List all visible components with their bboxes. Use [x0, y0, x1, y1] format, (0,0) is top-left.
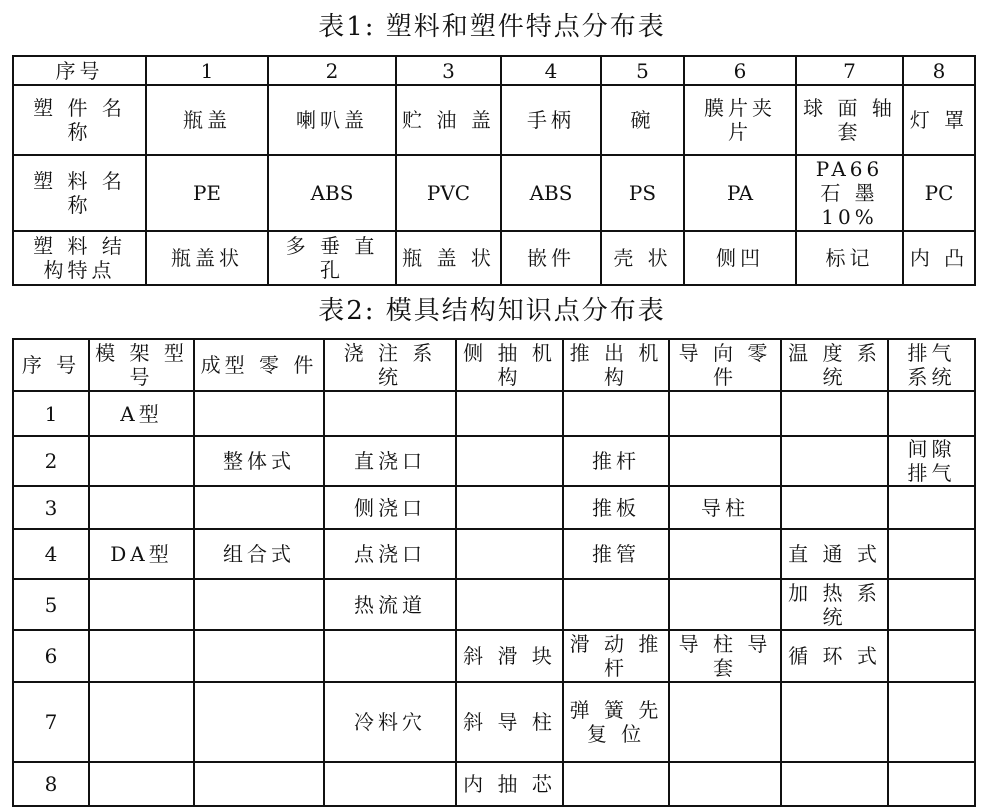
table-cell	[89, 486, 194, 529]
table-cell: 塑 料 名 称	[13, 155, 146, 231]
table2-header-row	[13, 339, 975, 391]
table-cell: 瓶 盖 状	[396, 231, 501, 285]
table-cell	[456, 529, 563, 579]
table-cell: 球 面 轴套	[796, 85, 903, 155]
table-cell: 瓶盖	[146, 85, 268, 155]
table-cell	[781, 762, 888, 806]
table-cell: 热流道	[324, 579, 456, 630]
table-cell	[669, 391, 781, 436]
column-header: 1	[146, 56, 268, 85]
table-cell: ABS	[268, 155, 396, 231]
table-cell	[89, 579, 194, 630]
column-header: 6	[684, 56, 796, 85]
table-cell: 滑 动 推杆	[563, 630, 669, 682]
table-cell: A型	[89, 391, 194, 436]
table-cell: 嵌件	[501, 231, 601, 285]
table-cell: 瓶盖状	[146, 231, 268, 285]
table-cell: 侧凹	[684, 231, 796, 285]
table-cell	[456, 579, 563, 630]
table-cell: PA66 石 墨 10%	[796, 155, 903, 231]
table-cell: 壳 状	[601, 231, 684, 285]
table-cell	[456, 436, 563, 486]
table-cell: 冷料穴	[324, 682, 456, 762]
column-header: 8	[903, 56, 975, 85]
table-cell: 内 凸	[903, 231, 975, 285]
table-cell	[456, 391, 563, 436]
table-cell: 4	[13, 529, 89, 579]
table-cell	[888, 630, 975, 682]
table-cell	[888, 762, 975, 806]
table-row	[13, 85, 975, 155]
table-row	[13, 682, 975, 762]
table-cell: PE	[146, 155, 268, 231]
table-cell: 8	[13, 762, 89, 806]
table-cell	[89, 682, 194, 762]
table1-title: 表1: 塑料和塑件特点分布表	[318, 12, 666, 42]
table-cell	[563, 391, 669, 436]
table-cell: 内 抽 芯	[456, 762, 563, 806]
table-cell: 侧浇口	[324, 486, 456, 529]
table-cell: 加 热 系统	[781, 579, 888, 630]
table-cell	[324, 762, 456, 806]
table-cell: 推板	[563, 486, 669, 529]
table-cell	[669, 762, 781, 806]
table-cell: 塑 料 结 构特点	[13, 231, 146, 285]
table-cell: DA型	[89, 529, 194, 579]
table-cell: 直 通 式	[781, 529, 888, 579]
column-header: 5	[601, 56, 684, 85]
table-cell: 塑 件 名 称	[13, 85, 146, 155]
table-row	[13, 762, 975, 806]
table-cell: 贮 油 盖	[396, 85, 501, 155]
table-cell	[194, 762, 324, 806]
table-row	[13, 579, 975, 630]
table-cell	[888, 486, 975, 529]
table-cell: 点浇口	[324, 529, 456, 579]
table-cell	[781, 486, 888, 529]
table-cell: 5	[13, 579, 89, 630]
table-cell	[563, 762, 669, 806]
table-cell: 导柱	[669, 486, 781, 529]
column-header: 成型 零 件	[194, 339, 324, 391]
column-header: 7	[796, 56, 903, 85]
column-header: 序号	[13, 56, 146, 85]
table-cell	[888, 579, 975, 630]
table-cell	[888, 682, 975, 762]
table-cell	[669, 529, 781, 579]
table-cell	[669, 682, 781, 762]
table-cell: 2	[13, 436, 89, 486]
table-cell	[669, 579, 781, 630]
table-cell: 推管	[563, 529, 669, 579]
table-cell: 手柄	[501, 85, 601, 155]
column-header: 3	[396, 56, 501, 85]
column-header: 序 号	[13, 339, 89, 391]
column-header: 温 度 系统	[781, 339, 888, 391]
table-cell: PC	[903, 155, 975, 231]
table-cell: 3	[13, 486, 89, 529]
table1-header-row	[13, 56, 975, 85]
table-cell	[888, 529, 975, 579]
plastic-parts-table	[12, 55, 976, 286]
table-cell: 1	[13, 391, 89, 436]
table-cell: 弹 簧 先 复 位	[563, 682, 669, 762]
table-cell: 斜 滑 块	[456, 630, 563, 682]
table-cell: 推杆	[563, 436, 669, 486]
column-header: 侧 抽 机构	[456, 339, 563, 391]
table-cell	[194, 391, 324, 436]
table-cell	[669, 436, 781, 486]
table-row	[13, 231, 975, 285]
table-cell: 标记	[796, 231, 903, 285]
table-cell: 组合式	[194, 529, 324, 579]
table-cell: ABS	[501, 155, 601, 231]
column-header: 浇 注 系 统	[324, 339, 456, 391]
table-cell	[781, 682, 888, 762]
table-cell: 导 柱 导套	[669, 630, 781, 682]
table-row	[13, 391, 975, 436]
table-cell: 斜 导 柱	[456, 682, 563, 762]
table-cell	[781, 436, 888, 486]
table-cell	[888, 391, 975, 436]
table-cell	[194, 486, 324, 529]
table-cell: 间隙 排气	[888, 436, 975, 486]
table-row	[13, 529, 975, 579]
table-cell	[781, 391, 888, 436]
column-header: 模 架 型号	[89, 339, 194, 391]
table-cell	[89, 436, 194, 486]
table-cell	[89, 630, 194, 682]
table-cell: PA	[684, 155, 796, 231]
table-cell: 膜片夹 片	[684, 85, 796, 155]
column-header: 2	[268, 56, 396, 85]
table-cell: 直浇口	[324, 436, 456, 486]
table-cell	[89, 762, 194, 806]
table-row	[13, 155, 975, 231]
column-header: 推 出 机构	[563, 339, 669, 391]
table-cell: PVC	[396, 155, 501, 231]
mold-structure-table	[12, 338, 976, 807]
table-cell: 整体式	[194, 436, 324, 486]
table-cell	[563, 579, 669, 630]
table-row	[13, 486, 975, 529]
table-cell: 灯 罩	[903, 85, 975, 155]
table-row	[13, 630, 975, 682]
table-cell	[194, 682, 324, 762]
table-cell: 6	[13, 630, 89, 682]
table-cell	[324, 630, 456, 682]
table-cell: 碗	[601, 85, 684, 155]
table-cell: PS	[601, 155, 684, 231]
column-header: 导 向 零件	[669, 339, 781, 391]
table-cell	[194, 579, 324, 630]
table2-title: 表2: 模具结构知识点分布表	[318, 296, 666, 326]
table-cell	[456, 486, 563, 529]
table-cell: 多 垂 直 孔	[268, 231, 396, 285]
table-cell: 喇叭盖	[268, 85, 396, 155]
table-cell	[324, 391, 456, 436]
table-cell: 7	[13, 682, 89, 762]
table-row	[13, 436, 975, 486]
table-cell	[194, 630, 324, 682]
column-header: 4	[501, 56, 601, 85]
column-header: 排气 系统	[888, 339, 975, 391]
table-cell: 循 环 式	[781, 630, 888, 682]
